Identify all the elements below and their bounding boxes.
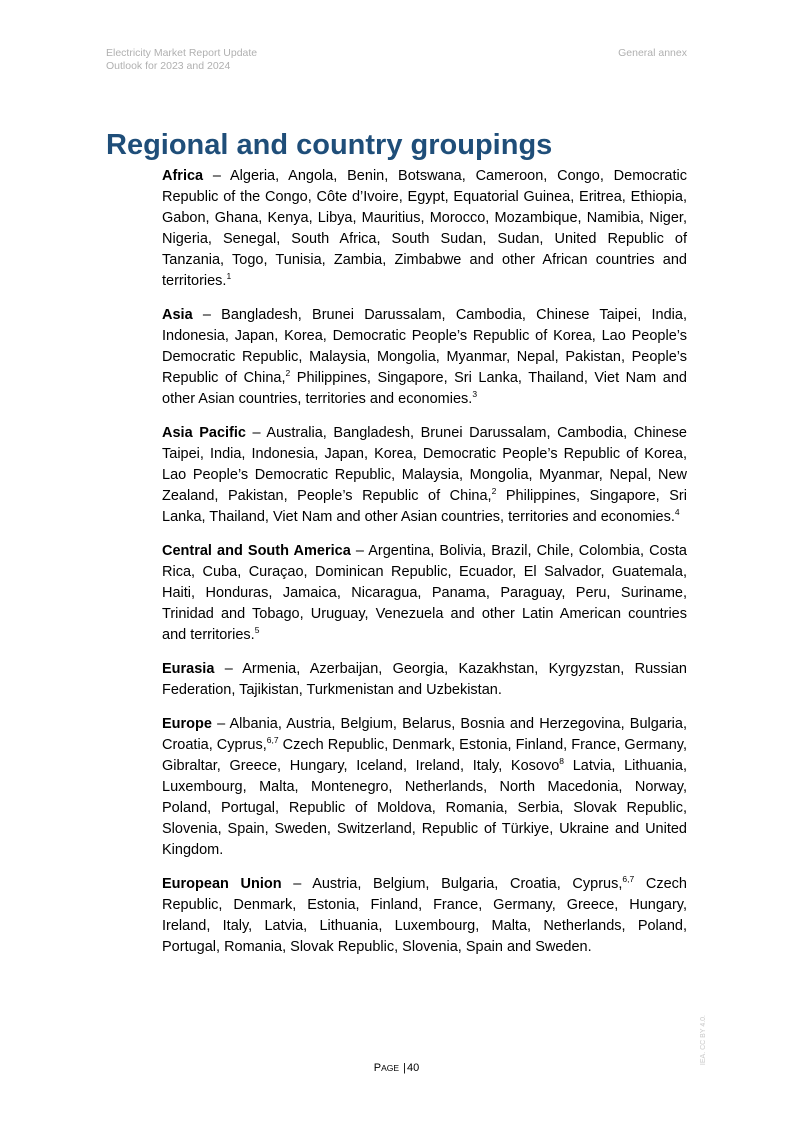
grouping-term: Asia Pacific <box>162 425 246 441</box>
page-number: 40 <box>406 1062 420 1074</box>
footnote-ref: 4 <box>674 507 680 518</box>
page-title: Regional and country groupings <box>106 129 553 161</box>
grouping-text: – Albania, Austria, Belgium, Belarus, Bosnia and Herzegovina, Bulgaria, Croatia, Cyprus, <box>162 716 687 753</box>
footnote-ref: 8 <box>559 756 565 767</box>
grouping-text: Czech Republic, Denmark, Estonia, Finland, France, Germany, Greece, Hungary, Ireland, Italy, Latvia, Lithuania, Luxembourg, Malta, Netherlands, Poland, Portugal, Romania, Slovak Republic, Slovenia, Spain and Sweden. <box>162 876 687 955</box>
report-title: Electricity Market Report Update <box>106 47 258 59</box>
footnote-ref: 2 <box>285 368 291 379</box>
grouping-text: – Argentina, Bolivia, Brazil, Chile, Colombia, Costa Rica, Cuba, Curaçao, Dominican Republic, Ecuador, El Salvador, Guatemala, Haiti, Honduras, Jamaica, Nicaragua, Panama, Paraguay, Peru, Suriname, Trinidad and Tobago, Uruguay, Venezuela and other Latin American countries and territories. <box>162 543 687 643</box>
grouping-term: Europe <box>162 716 212 732</box>
page-separator: | <box>403 1062 406 1074</box>
footnote-ref: 3 <box>472 389 478 400</box>
footnote-ref: 5 <box>254 625 260 636</box>
running-header-left <box>106 47 257 73</box>
license-note: IEA. CC BY 4.0. <box>700 1015 707 1066</box>
footnote-ref: 2 <box>491 486 497 497</box>
grouping-eurasia <box>162 659 687 701</box>
page-word-initial: P <box>373 1062 382 1074</box>
grouping-text: – Australia, Bangladesh, Brunei Darussalam, Cambodia, Chinese Taipei, India, Indonesia, Japan, Korea, Democratic People’s Republic of Korea, Lao People’s Democratic Republic, Malaysia, Mongolia, Myanmar, Nepal, New Zealand, Pakistan, People’s Republic of China, <box>162 425 687 504</box>
grouping-term: Asia <box>162 307 193 323</box>
grouping-term: Eurasia <box>162 661 215 677</box>
footnote-ref: 6,7 <box>622 874 635 885</box>
grouping-central-south-america <box>162 541 687 646</box>
grouping-text: Latvia, Lithuania, Luxembourg, Malta, Montenegro, Netherlands, North Macedonia, Norway, Poland, Portugal, Republic of Moldova, Romania, Serbia, Slovak Republic, Slovenia, Spain, Sweden, Switzerland, Republic of Türkiye, Ukraine and United Kingdom. <box>162 758 687 858</box>
running-header-right: General annex <box>618 47 687 59</box>
grouping-text: – Bangladesh, Brunei Darussalam, Cambodia, Chinese Taipei, India, Indonesia, Japan, Korea, Democratic People’s Republic of Korea, Lao People’s Democratic Republic, Malaysia, Mongolia, Myanmar, Nepal, Pakistan, People’s Republic of China, <box>162 307 687 386</box>
page-word-rest: AGE <box>381 1063 400 1073</box>
grouping-text: Philippines, Singapore, Sri Lanka, Thailand, Viet Nam and other Asian countries, territories and economies. <box>162 370 687 407</box>
grouping-asia <box>162 305 687 410</box>
grouping-term: Central and South America <box>162 543 351 559</box>
grouping-europe <box>162 714 687 861</box>
report-subtitle: Outlook for 2023 and 2024 <box>106 60 231 72</box>
grouping-term: European Union <box>162 876 282 892</box>
grouping-term: Africa <box>162 168 204 184</box>
footnote-ref: 6,7 <box>266 735 279 746</box>
grouping-text: – Armenia, Azerbaijan, Georgia, Kazakhstan, Kyrgyzstan, Russian Federation, Tajikistan, Turkmenistan and Uzbekistan. <box>162 661 687 698</box>
grouping-text: Philippines, Singapore, Sri Lanka, Thailand, Viet Nam and other Asian countries, territories and economies. <box>162 488 687 525</box>
grouping-european-union <box>162 874 687 958</box>
grouping-text: – Algeria, Angola, Benin, Botswana, Cameroon, Congo, Democratic Republic of the Congo, Côte d’Ivoire, Egypt, Equatorial Guinea, Eritrea, Ethiopia, Gabon, Ghana, Kenya, Libya, Mauritius, Morocco, Mozambique, Namibia, Niger, Nigeria, Senegal, South Africa, South Sudan, Sudan, United Republic of Tanzania, Togo, Tunisia, Zambia, Zimbabwe and other African countries and territories. <box>162 168 687 289</box>
footnote-ref: 1 <box>226 271 232 282</box>
grouping-asia-pacific <box>162 423 687 528</box>
page-footer <box>0 1062 793 1074</box>
grouping-text: Czech Republic, Denmark, Estonia, Finland, France, Germany, Gibraltar, Greece, Hungary, Iceland, Ireland, Italy, Kosovo <box>162 737 687 774</box>
groupings-list <box>162 166 687 971</box>
grouping-text: – Austria, Belgium, Bulgaria, Croatia, Cyprus, <box>281 876 623 892</box>
grouping-africa <box>162 166 687 292</box>
